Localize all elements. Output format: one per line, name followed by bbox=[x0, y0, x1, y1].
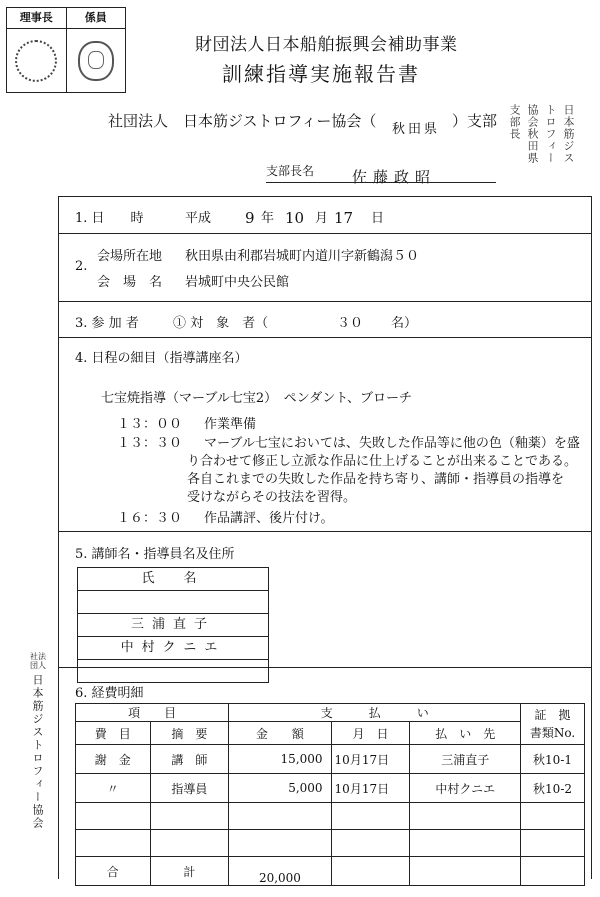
chairman-label: 理事長 bbox=[19, 11, 53, 24]
evidence-no: 秋10-2 bbox=[521, 774, 585, 803]
stamp-col-2: 協会秋田県 bbox=[526, 104, 539, 164]
participant-count: ３０ bbox=[337, 316, 364, 331]
evidence-no: 秋10-1 bbox=[521, 745, 585, 774]
date-year: 9 bbox=[245, 209, 255, 227]
month-unit: 月 bbox=[349, 781, 362, 796]
schedule-time: １３：３０ bbox=[117, 436, 183, 451]
table-row-empty bbox=[76, 803, 585, 830]
date-day-unit: 日 bbox=[371, 211, 385, 226]
payee: 中村クニエ bbox=[410, 774, 521, 803]
section-venue bbox=[59, 233, 591, 302]
month-unit: 月 bbox=[349, 752, 362, 767]
summary: 指導員 bbox=[150, 774, 229, 803]
amount-header: 金 額 bbox=[229, 722, 331, 745]
schedule-text: 作品講評、後片付け。 bbox=[204, 511, 334, 526]
month: 10 bbox=[334, 752, 350, 767]
date-month: 10 bbox=[285, 209, 305, 227]
expense-subheader-row bbox=[76, 722, 585, 745]
venue-name: 岩城町中央公民館 bbox=[185, 275, 290, 290]
date-era: 平成 bbox=[185, 211, 212, 226]
target-label: ① 対 象 者（ bbox=[173, 316, 269, 331]
expense-header-row bbox=[76, 704, 585, 722]
prefecture: 秋田県 bbox=[392, 122, 441, 137]
summary: 講 師 bbox=[150, 745, 229, 774]
day-unit: 日 bbox=[377, 752, 390, 767]
schedule-text: 各自これまでの失敗した作品を持ち寄り、講師・指導員の指導を bbox=[187, 472, 565, 487]
month-day-header: 月 日 bbox=[331, 722, 410, 745]
amount: 15,000 bbox=[229, 745, 331, 774]
venue-address-label: 会場所在地 bbox=[97, 249, 163, 264]
course-name: 七宝焼指導（マーブル七宝2） ペンダント、ブローチ bbox=[101, 391, 413, 406]
approval-stamp-box bbox=[6, 7, 126, 93]
stamp-col-3: トロフィー bbox=[544, 104, 557, 164]
date-day: 17 bbox=[334, 209, 354, 227]
month-day bbox=[331, 745, 410, 774]
month: 10 bbox=[334, 781, 350, 796]
schedule-text: 受けながらその技法を習得。 bbox=[187, 490, 357, 505]
schedule-time: １３：００ bbox=[117, 417, 183, 432]
schedule-time: １６：３０ bbox=[117, 511, 183, 526]
amount: 5,000 bbox=[229, 774, 331, 803]
venue-number: 2. bbox=[75, 259, 88, 274]
sidebar-corp-type: 社法団人 bbox=[30, 652, 46, 670]
table-row-empty bbox=[76, 830, 585, 857]
table-row bbox=[76, 774, 585, 803]
schedule-text: 作業準備 bbox=[204, 417, 257, 432]
day: 17 bbox=[361, 752, 378, 767]
branch-stamp bbox=[507, 104, 585, 180]
lecturer-blank-row bbox=[78, 591, 268, 614]
association-name: 社団法人 日本筋ジストロフィー協会（ bbox=[108, 112, 377, 130]
evidence-header bbox=[521, 704, 585, 745]
table-row bbox=[76, 745, 585, 774]
expenses-label: 6. 経費明細 bbox=[75, 686, 144, 701]
org-sidebar bbox=[30, 652, 46, 830]
evidence-header-label: 証 拠 bbox=[534, 708, 571, 722]
schedule-text: マーブル七宝においては、失敗した作品等に他の色（釉薬）を盛 bbox=[204, 436, 580, 451]
section-participants bbox=[59, 301, 591, 338]
total-amount: 20,000 bbox=[229, 857, 331, 886]
document-subtitle: 財団法人日本船舶振興会補助事業 bbox=[195, 35, 458, 55]
stamp-col-1: 支部長 bbox=[508, 104, 521, 140]
expense-table bbox=[75, 703, 585, 886]
schedule-text: り合わせて修正し立派な作品に仕上げることが出来ることである。 bbox=[187, 454, 578, 469]
day: 17 bbox=[361, 781, 378, 796]
branch-chief-name: 佐藤政昭 bbox=[352, 168, 437, 186]
venue-name-label: 会 場 名 bbox=[97, 275, 163, 290]
total-label-1: 合 bbox=[76, 857, 151, 886]
participant-unit: 名） bbox=[391, 316, 418, 331]
total-row bbox=[76, 857, 585, 886]
staff-label: 係員 bbox=[66, 8, 126, 28]
lecturer-name: 中村クニエ bbox=[78, 637, 268, 660]
date-year-unit: 年 bbox=[261, 211, 275, 226]
branch-chief-label: 支部長名 bbox=[266, 164, 315, 178]
day-unit: 日 bbox=[377, 781, 390, 796]
staff-seal-cell bbox=[66, 29, 126, 92]
lecturer-blank-row bbox=[78, 660, 268, 682]
report-form bbox=[58, 196, 592, 885]
lecturer-table bbox=[77, 567, 269, 683]
sidebar-org-name: 日本筋ジストロフィー協会 bbox=[31, 674, 44, 830]
month-day bbox=[331, 774, 410, 803]
summary-header: 摘 要 bbox=[150, 722, 229, 745]
lecturers-label: 5. 講師名・指導員名及住所 bbox=[75, 547, 235, 562]
payment-header: 支 払 い bbox=[229, 704, 521, 722]
chairman-seal-icon bbox=[15, 40, 57, 82]
expense-item: 〃 bbox=[76, 774, 151, 803]
date-label: 1. 日 時 bbox=[75, 211, 144, 226]
lecturer-name-header: 氏 名 bbox=[78, 568, 268, 591]
expense-item: 謝 金 bbox=[76, 745, 151, 774]
document-title: 訓練指導実施報告書 bbox=[222, 62, 420, 86]
schedule-label: 4. 日程の細目（指導講座名） bbox=[75, 351, 248, 366]
section-schedule bbox=[59, 337, 591, 532]
participants-label: 3. 参 加 者 bbox=[75, 316, 139, 331]
date-month-unit: 月 bbox=[315, 211, 329, 226]
signature-line bbox=[266, 182, 496, 183]
item-header: 項 目 bbox=[76, 704, 229, 722]
lecturer-name: 三浦直子 bbox=[78, 614, 268, 637]
stamp-col-4: 日本筋ジス bbox=[562, 104, 575, 164]
venue-address: 秋田県由利郡岩城町内道川字新鶴潟５０ bbox=[185, 249, 420, 264]
chairman-seal-cell bbox=[7, 29, 66, 92]
payee-header: 払 い 先 bbox=[410, 722, 521, 745]
evidence-no-label: 書類No. bbox=[529, 726, 576, 740]
branch-suffix: ）支部 bbox=[452, 112, 498, 130]
staff-seal-icon bbox=[78, 41, 114, 81]
expense-item-header: 費 目 bbox=[76, 722, 151, 745]
section-date bbox=[59, 197, 591, 234]
payee: 三浦直子 bbox=[410, 745, 521, 774]
total-label-2: 計 bbox=[150, 857, 229, 886]
